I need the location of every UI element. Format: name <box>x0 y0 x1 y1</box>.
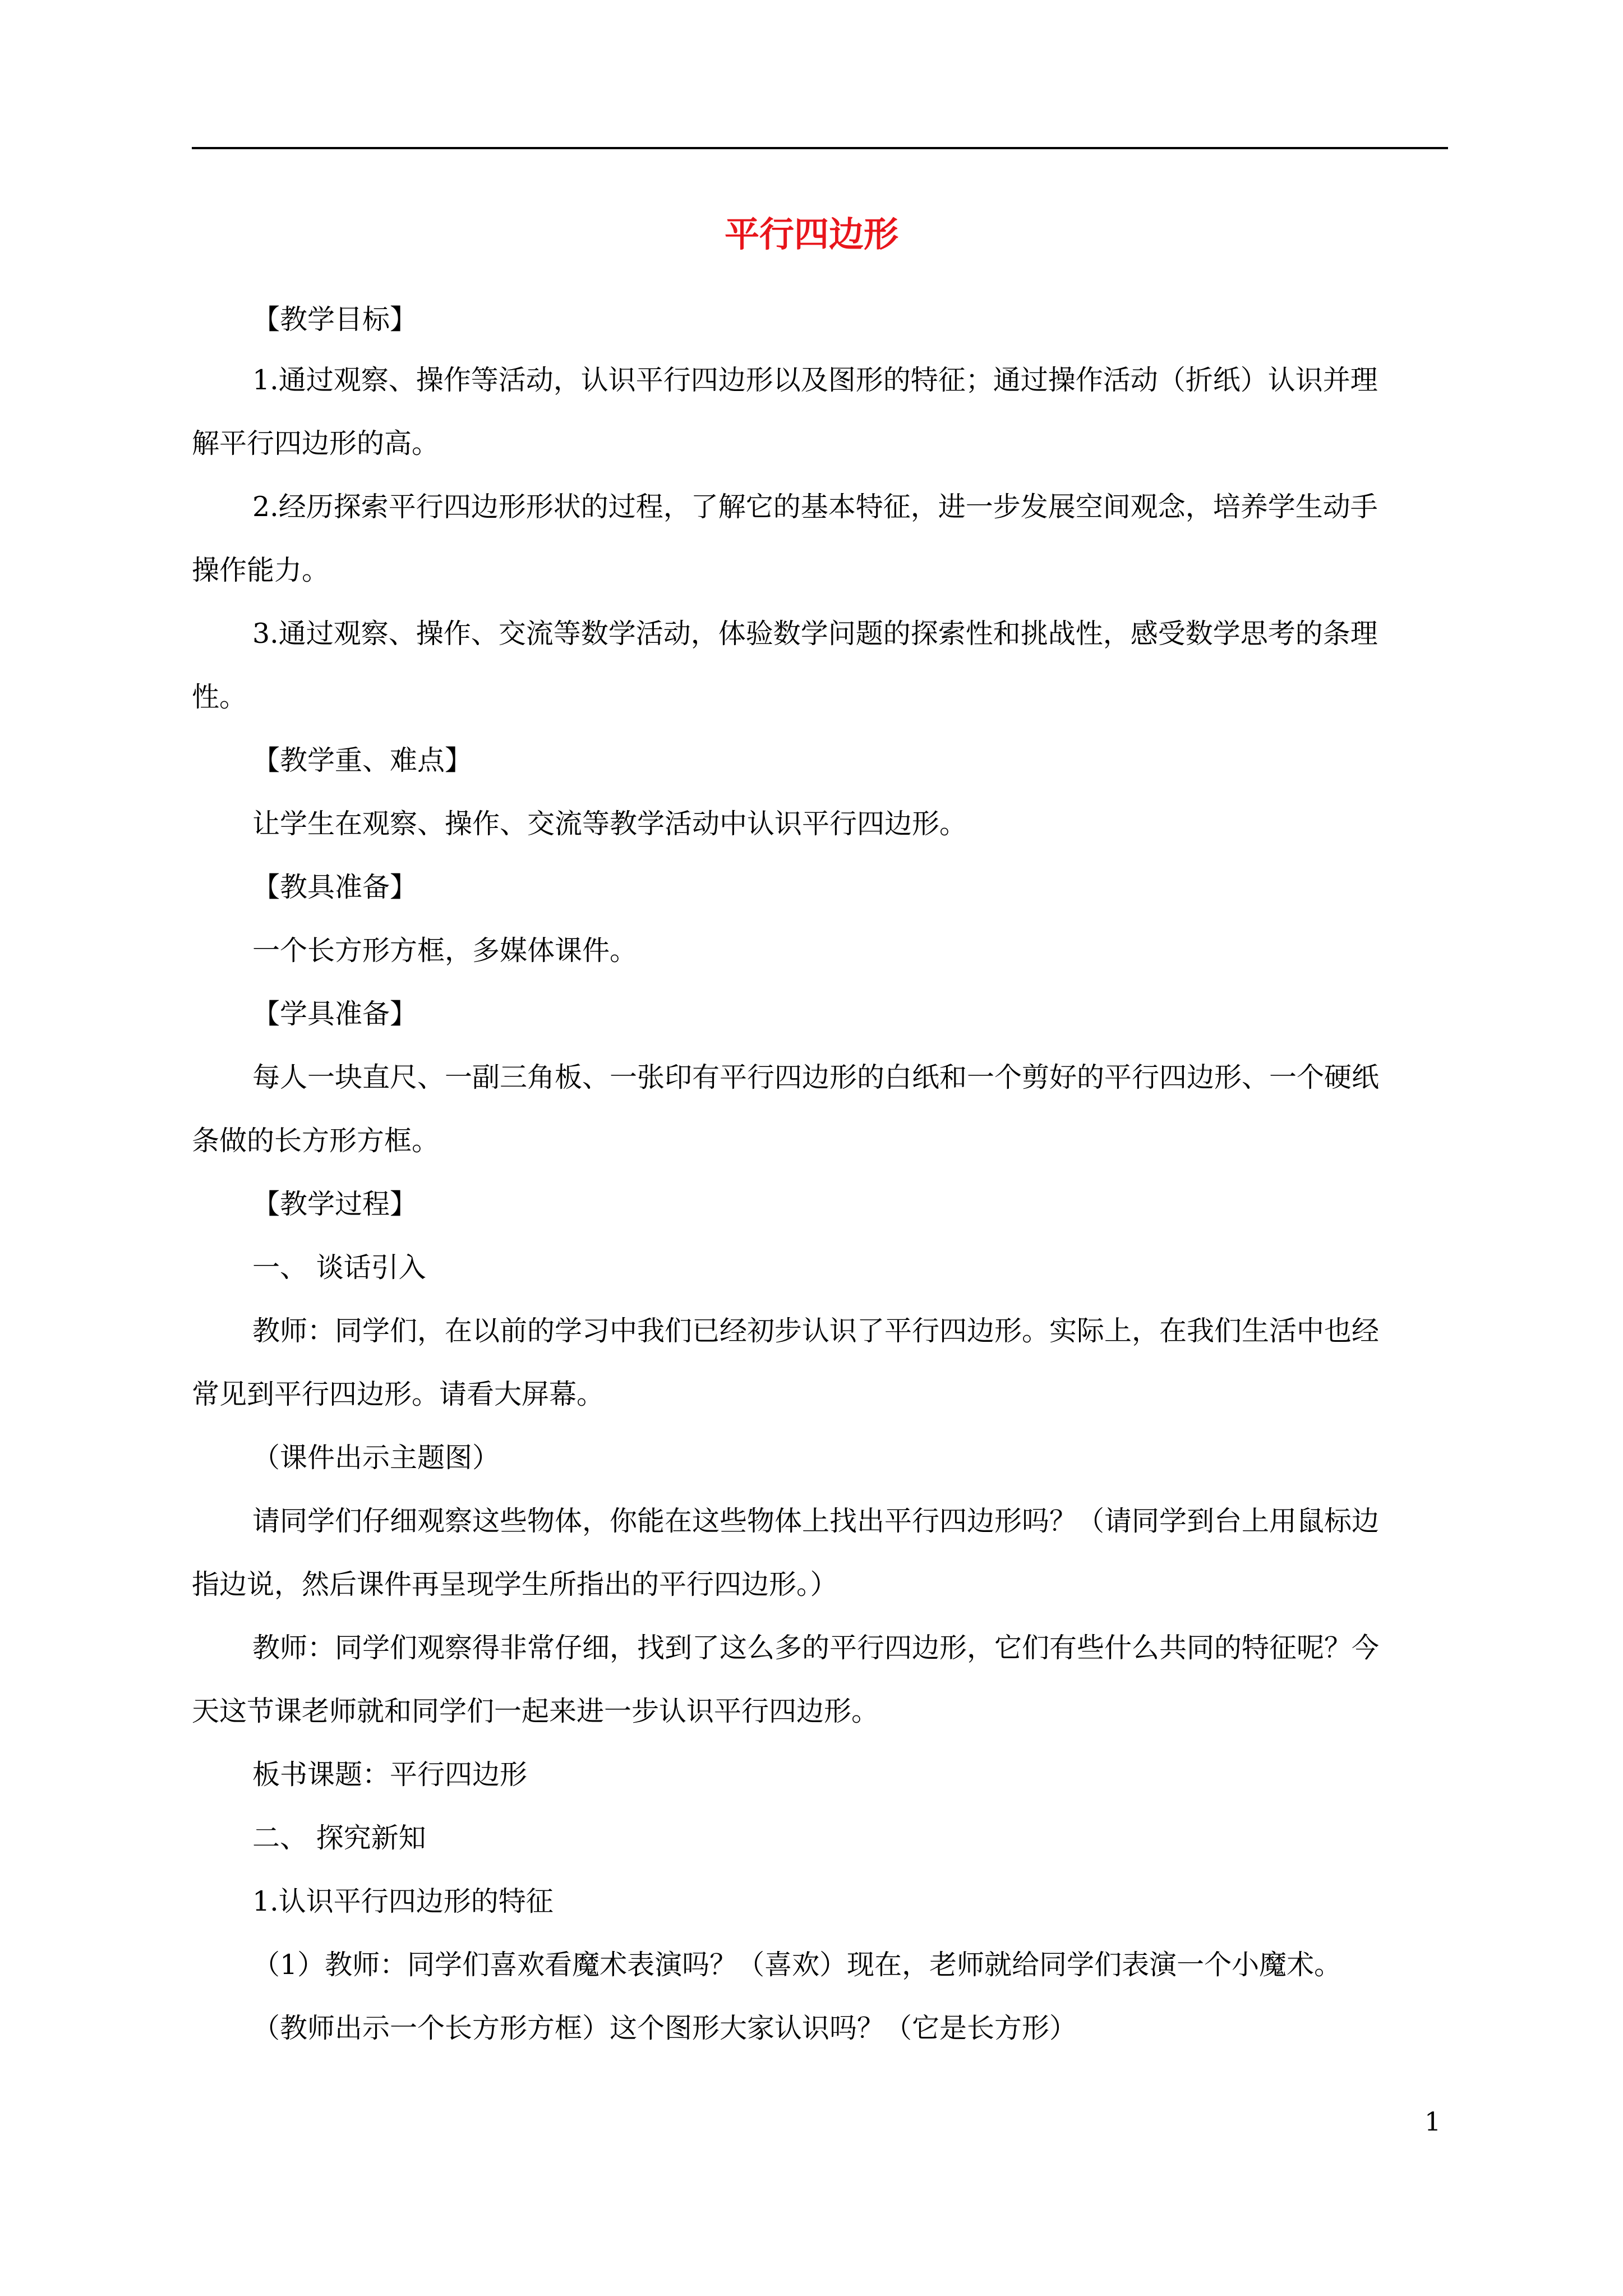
section-heading-key-points: 【教学重、难点】 <box>252 744 473 776</box>
section-heading-objectives: 【教学目标】 <box>252 303 418 335</box>
paragraph-line: 天这节课老师就和同学们一起来进一步认识平行四边形。 <box>192 1695 879 1727</box>
paragraph-line: 请同学们仔细观察这些物体，你能在这些物体上找出平行四边形吗？（请同学到台上用鼠标边 <box>252 1505 1380 1537</box>
paragraph-line: （教师出示一个长方形方框）这个图形大家认识吗？（它是长方形） <box>252 2012 1077 2044</box>
header-rule <box>192 147 1448 149</box>
paragraph-line: 条做的长方形方框。 <box>192 1125 440 1157</box>
subsection-heading: 二、 探究新知 <box>252 1822 426 1854</box>
paragraph-line: 性。 <box>192 681 247 713</box>
paragraph-line: 常见到平行四边形。请看大屏幕。 <box>192 1378 605 1410</box>
paragraph-line: 操作能力。 <box>192 554 330 586</box>
paragraph-line: （1）教师：同学们喜欢看魔术表演吗？（喜欢）现在，老师就给同学们表演一个小魔术。 <box>252 1949 1342 1981</box>
section-heading-process: 【教学过程】 <box>252 1188 418 1220</box>
document-title: 平行四边形 <box>724 214 898 255</box>
paragraph-line: 1.认识平行四边形的特征 <box>252 1885 554 1917</box>
section-heading-teaching-aids: 【教具准备】 <box>252 871 418 903</box>
paragraph-line: （课件出示主题图） <box>252 1442 500 1474</box>
paragraph-line: 教师：同学们观察得非常仔细，找到了这么多的平行四边形，它们有些什么共同的特征呢？今 <box>252 1632 1380 1664</box>
paragraph-line: 教师：同学们，在以前的学习中我们已经初步认识了平行四边形。实际上，在我们生活中也经 <box>252 1315 1380 1347</box>
paragraph-line: 2.经历探索平行四边形形状的过程，了解它的基本特征，进一步发展空间观念，培养学生动手 <box>252 491 1378 523</box>
paragraph-line: 解平行四边形的高。 <box>192 427 440 459</box>
subsection-heading: 一、 谈话引入 <box>252 1251 426 1283</box>
paragraph-line: 指边说，然后课件再呈现学生所指出的平行四边形。） <box>192 1568 838 1600</box>
paragraph-line: 一个长方形方框，多媒体课件。 <box>252 935 638 967</box>
paragraph-line: 板书课题：平行四边形 <box>252 1759 528 1791</box>
page-number: 1 <box>1424 2106 1441 2137</box>
section-heading-learning-aids: 【学具准备】 <box>252 998 418 1030</box>
paragraph-line: 让学生在观察、操作、交流等教学活动中认识平行四边形。 <box>252 808 967 840</box>
paragraph-line: 每人一块直尺、一副三角板、一张印有平行四边形的白纸和一个剪好的平行四边形、一个硬纸 <box>252 1061 1380 1093</box>
paragraph-line: 3.通过观察、操作、交流等数学活动，体验数学问题的探索性和挑战性，感受数学思考的条理 <box>252 618 1378 650</box>
paragraph-line: 1.通过观察、操作等活动，认识平行四边形以及图形的特征；通过操作活动（折纸）认识并理 <box>252 364 1378 396</box>
